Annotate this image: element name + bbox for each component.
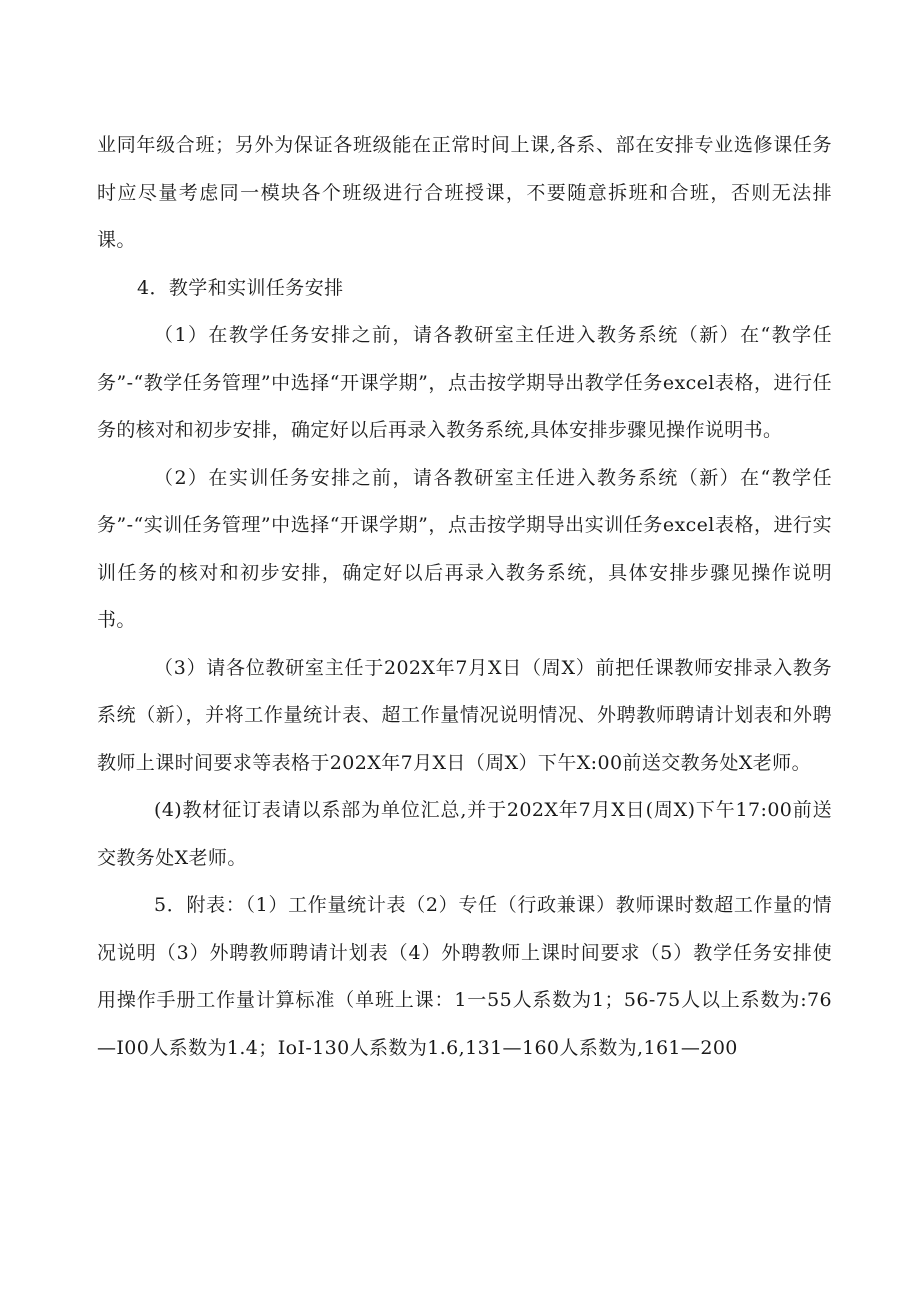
paragraph-item-2: （2）在实训任务安排之前，请各教研室主任进入教务系统（新）在“教学任务”-“实训任务管理”中选择“开课学期”，点击按学期导出实训任务excel表格，进行实训任务的核对和初步安排，确定好以后再录入教务系统，具体安排步骤见操作说明书。 <box>97 466 832 631</box>
paragraph-continued: 业同年级合班；另外为保证各班级能在正常时间上课,各系、部在安排专业选修课任务时应尽量考虑同一模块各个班级进行合班授课，不要随意拆班和合班，否则无法排课。 <box>97 134 832 251</box>
paragraph-item-3: （3）请各位教研室主任于202X年7月X日（周X）前把任课教师安排录入教务系统（新），并将工作量统计表、超工作量情况说明情况、外聘教师聘请计划表和外聘教师上课时间要求等表格于202X年7月X日（周X）下午X:00前送交教务处X老师。 <box>97 656 832 774</box>
section-heading-4: 4．教学和实训任务安排 <box>137 276 344 299</box>
section-paragraph-5: 5．附表：（1）工作量统计表（2）专任（行政兼课）教师课时数超工作量的情况说明（3）外聘教师聘请计划表（4）外聘教师上课时间要求（5）教学任务安排使用操作手册工作量计算标准（单班上课：1一55人系数为1；56-75人以上系数为:76—I00人系数为1.4；IoI-130人系数为1.6,131—160人系数为,161—200 <box>97 894 832 1059</box>
document-body <box>97 122 832 1072</box>
paragraph-item-1: （1）在教学任务安排之前，请各教研室主任进入教务系统（新）在“教学任务”-“教学任务管理”中选择“开课学期”，点击按学期导出教学任务excel表格，进行任务的核对和初步安排，确定好以后再录入教务系统,具体安排步骤见操作说明书。 <box>97 324 832 441</box>
paragraph-item-4: (4)教材征订表请以系部为单位汇总,并于202X年7月X日(周X)下午17:00前送交教务处X老师。 <box>97 799 832 869</box>
